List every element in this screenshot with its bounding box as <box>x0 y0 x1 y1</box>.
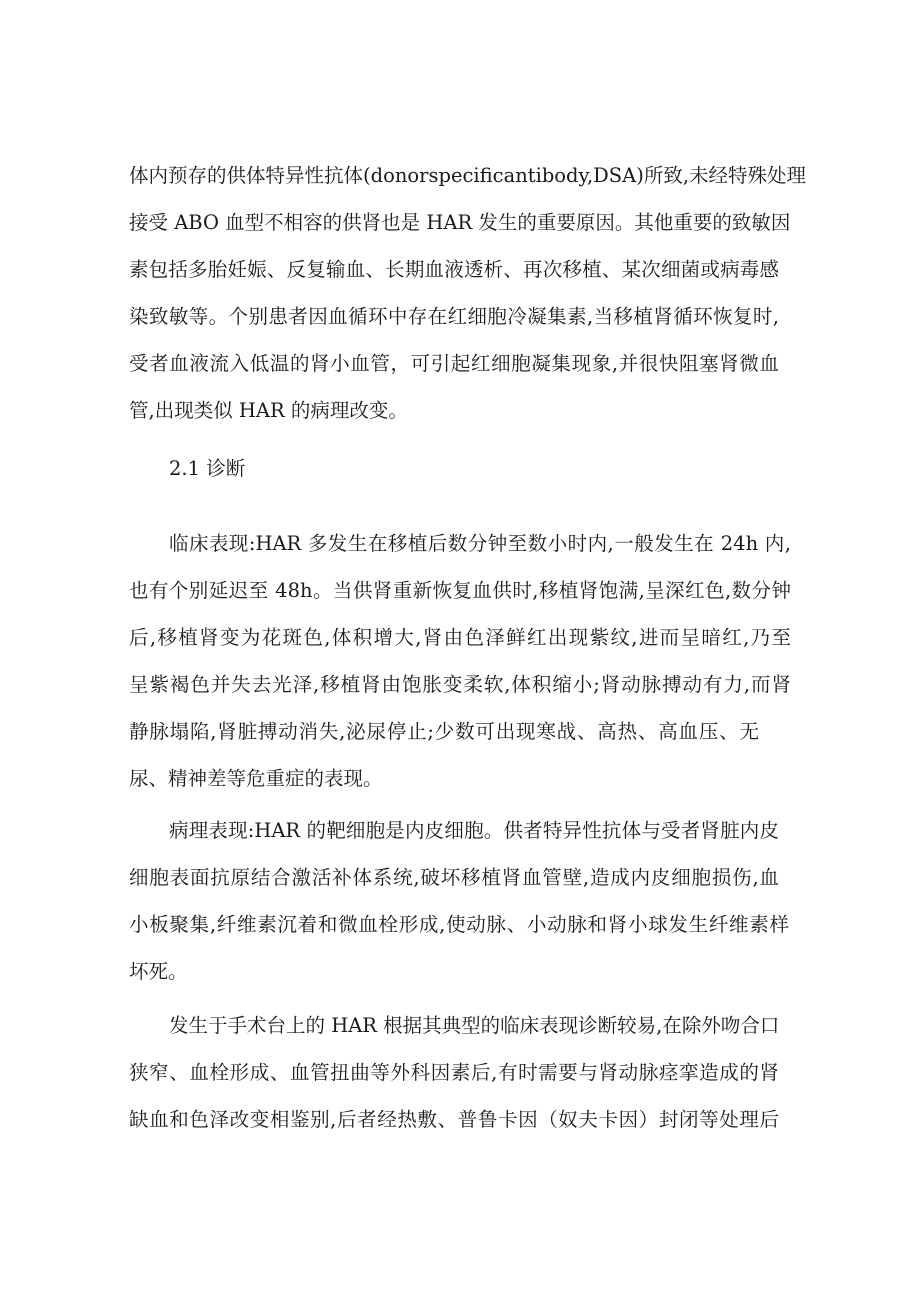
text-line: 尿、精神差等危重症的表现。 <box>129 767 383 790</box>
text-line: 小板聚集,纤维素沉着和微血栓形成,使动脉、小动脉和肾小球发生纤维素样 <box>129 913 789 936</box>
text-line: 发生于手术台上的 HAR 根据其典型的临床表现诊断较易,在除外吻合口 <box>169 1014 780 1037</box>
text-line: 缺血和色泽改变相鉴别,后者经热敷、普鲁卡因（奴夫卡因）封闭等处理后 <box>129 1108 779 1131</box>
text-line: 也有个别延迟至 48h。当供肾重新恢复血供时,移植肾饱满,呈深红色,数分钟 <box>129 579 791 602</box>
text-line: 体内预存的供体特异性抗体(donorspecificantibody,DSA)所致,未经特殊处理 <box>129 164 807 187</box>
section-heading: 2.1 诊断 <box>169 457 246 480</box>
text-line: 坏死。 <box>129 960 188 983</box>
text-line: 病理表现:HAR 的靶细胞是内皮细胞。供者特异性抗体与受者肾脏内皮 <box>169 819 779 842</box>
text-line: 狭窄、血栓形成、血管扭曲等外科因素后,有时需要与肾动脉痉挛造成的肾 <box>129 1061 779 1084</box>
text-line: 管,出现类似 HAR 的病理改变。 <box>129 399 408 422</box>
text-line: 后,移植肾变为花斑色,体积增大,肾由色泽鲜红出现紫纹,进而呈暗红,乃至 <box>129 626 791 649</box>
text-line: 素包括多胎妊娠、反复输血、长期血液透析、再次移植、某次细菌或病毒感 <box>129 258 779 281</box>
text-line: 临床表现:HAR 多发生在移植后数分钟至数小时内,一般发生在 24h 内, <box>169 532 791 555</box>
text-line: 接受 ABO 血型不相容的供肾也是 HAR 发生的重要原因。其他重要的致敏因 <box>129 211 791 234</box>
text-line: 染致敏等。个别患者因血循环中存在红细胞冷凝集素,当移植肾循环恢复时, <box>129 305 779 328</box>
text-line: 受者血液流入低温的肾小血管，可引起红细胞凝集现象,并很快阻塞肾微血 <box>129 352 779 375</box>
text-line: 细胞表面抗原结合激活补体系统,破坏移植肾血管壁,造成内皮细胞损伤,血 <box>129 866 779 889</box>
text-line: 静脉塌陷,肾脏搏动消失,泌尿停止;少数可出现寒战、高热、高血压、无 <box>129 720 759 743</box>
text-line: 呈紫褐色并失去光泽,移植肾由饱胀变柔软,体积缩小;肾动脉搏动有力,而肾 <box>129 673 791 696</box>
